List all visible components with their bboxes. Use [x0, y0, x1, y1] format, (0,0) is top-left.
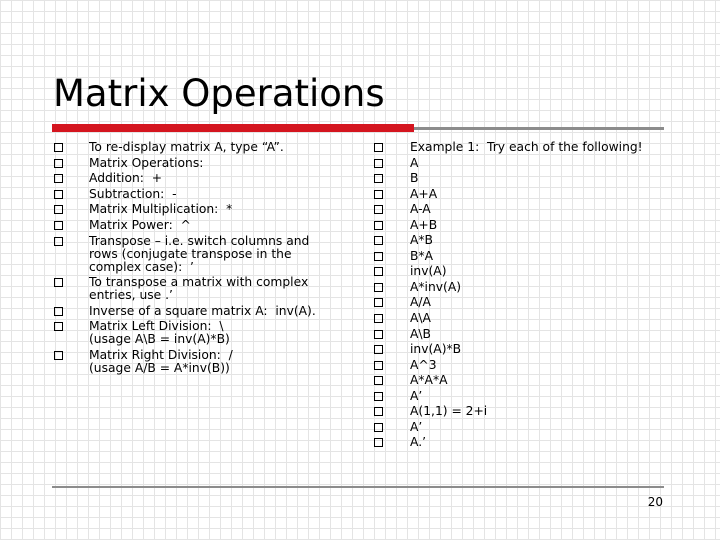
left-bullet-list — [54, 141, 354, 378]
list-item — [374, 234, 674, 247]
list-item-text: Example 1: Try each of the following! — [410, 140, 643, 154]
list-item-text: A+A — [410, 186, 438, 201]
square-bullet-icon — [54, 351, 63, 360]
list-item — [374, 157, 674, 170]
page-number: 20 — [647, 495, 663, 509]
list-item-text: A\A — [410, 311, 431, 326]
list-item — [54, 157, 354, 170]
list-item — [54, 141, 354, 154]
square-bullet-icon — [374, 205, 383, 214]
slide-title: Matrix Operations — [53, 72, 385, 115]
list-item-text: A*inv(A) — [410, 279, 462, 294]
list-item-text: Transpose – i.e. switch columns and — [89, 233, 310, 248]
square-bullet-icon — [374, 190, 383, 199]
list-item — [374, 203, 674, 216]
list-item-text: A+B — [410, 217, 438, 232]
square-bullet-icon — [374, 283, 383, 292]
square-bullet-icon — [54, 143, 63, 152]
square-bullet-icon — [374, 159, 383, 168]
square-bullet-icon — [374, 143, 383, 152]
list-item — [374, 219, 674, 232]
list-item-text: A*B — [410, 233, 433, 248]
square-bullet-icon — [374, 392, 383, 401]
square-bullet-icon — [54, 237, 63, 246]
list-item-text: A^3 — [410, 357, 437, 372]
list-item-text: B*A — [410, 248, 433, 263]
square-bullet-icon — [374, 361, 383, 370]
list-item-text: Addition: + — [89, 171, 163, 186]
list-item — [374, 374, 674, 387]
square-bullet-icon — [374, 267, 383, 276]
list-item-text: complex case): ’ — [89, 259, 194, 274]
list-item-text: A/A — [410, 295, 431, 310]
square-bullet-icon — [374, 423, 383, 432]
square-bullet-icon — [374, 376, 383, 385]
square-bullet-icon — [374, 314, 383, 323]
list-item-text: Matrix Multiplication: * — [89, 202, 233, 217]
list-item-text: B — [410, 171, 419, 186]
list-item-text: (usage A/B = A*inv(B)) — [89, 360, 230, 375]
list-item-text: A*A*A — [410, 373, 448, 388]
list-item — [54, 305, 354, 318]
list-item-text: To re-display matrix A, type “A”. — [89, 140, 284, 154]
square-bullet-icon — [54, 322, 63, 331]
list-item-text: Matrix Left Division: \ — [89, 319, 224, 334]
list-item — [374, 141, 674, 154]
list-item — [374, 265, 674, 278]
square-bullet-icon — [54, 221, 63, 230]
list-item-text: A(1,1) = 2+i — [410, 404, 488, 419]
list-item — [54, 203, 354, 216]
list-item — [54, 276, 354, 302]
list-item — [374, 188, 674, 201]
list-item-text: Matrix Operations: — [89, 155, 204, 170]
square-bullet-icon — [374, 345, 383, 354]
list-item-text: A.’ — [410, 435, 427, 450]
list-item — [374, 390, 674, 403]
list-item-text: Matrix Power: ^ — [89, 217, 191, 232]
right-bullet-list — [374, 141, 674, 452]
square-bullet-icon — [54, 190, 63, 199]
list-item-text: A\B — [410, 326, 431, 341]
list-item — [54, 188, 354, 201]
title-underline-rule — [414, 127, 664, 130]
list-item — [54, 172, 354, 185]
square-bullet-icon — [374, 236, 383, 245]
list-item-text: (usage A\B = inv(A)*B) — [89, 332, 230, 347]
list-item-text: To transpose a matrix with complex — [89, 275, 309, 290]
list-item-text: Inverse of a square matrix A: inv(A). — [89, 303, 316, 318]
list-item — [374, 359, 674, 372]
square-bullet-icon — [374, 438, 383, 447]
title-underline — [52, 126, 664, 131]
list-item-text: rows (conjugate transpose in the — [89, 246, 292, 261]
list-item-text: inv(A)*B — [410, 342, 462, 357]
list-item — [374, 405, 674, 418]
list-item — [54, 320, 354, 346]
square-bullet-icon — [54, 159, 63, 168]
list-item-text: A-A — [410, 202, 431, 217]
list-item — [54, 219, 354, 232]
square-bullet-icon — [374, 174, 383, 183]
list-item — [374, 172, 674, 185]
list-item — [374, 328, 674, 341]
title-underline-accent — [52, 124, 414, 132]
list-item-text: A’ — [410, 388, 423, 403]
square-bullet-icon — [374, 330, 383, 339]
list-item — [374, 343, 674, 356]
list-item-text: inv(A) — [410, 264, 447, 279]
square-bullet-icon — [374, 221, 383, 230]
list-item — [374, 436, 674, 449]
list-item — [54, 235, 354, 274]
list-item — [374, 312, 674, 325]
list-item — [54, 349, 354, 375]
square-bullet-icon — [54, 174, 63, 183]
square-bullet-icon — [374, 298, 383, 307]
list-item-text: A — [410, 155, 419, 170]
list-item — [374, 281, 674, 294]
square-bullet-icon — [54, 278, 63, 287]
list-item-text: A’ — [410, 419, 423, 434]
square-bullet-icon — [374, 252, 383, 261]
footer-rule — [52, 486, 664, 488]
list-item-text: entries, use .’ — [89, 288, 173, 303]
list-item — [374, 250, 674, 263]
list-item — [374, 296, 674, 309]
square-bullet-icon — [54, 205, 63, 214]
square-bullet-icon — [374, 407, 383, 416]
list-item-text: Subtraction: - — [89, 186, 177, 201]
list-item — [374, 421, 674, 434]
square-bullet-icon — [54, 307, 63, 316]
list-item-text: Matrix Right Division: / — [89, 347, 233, 362]
